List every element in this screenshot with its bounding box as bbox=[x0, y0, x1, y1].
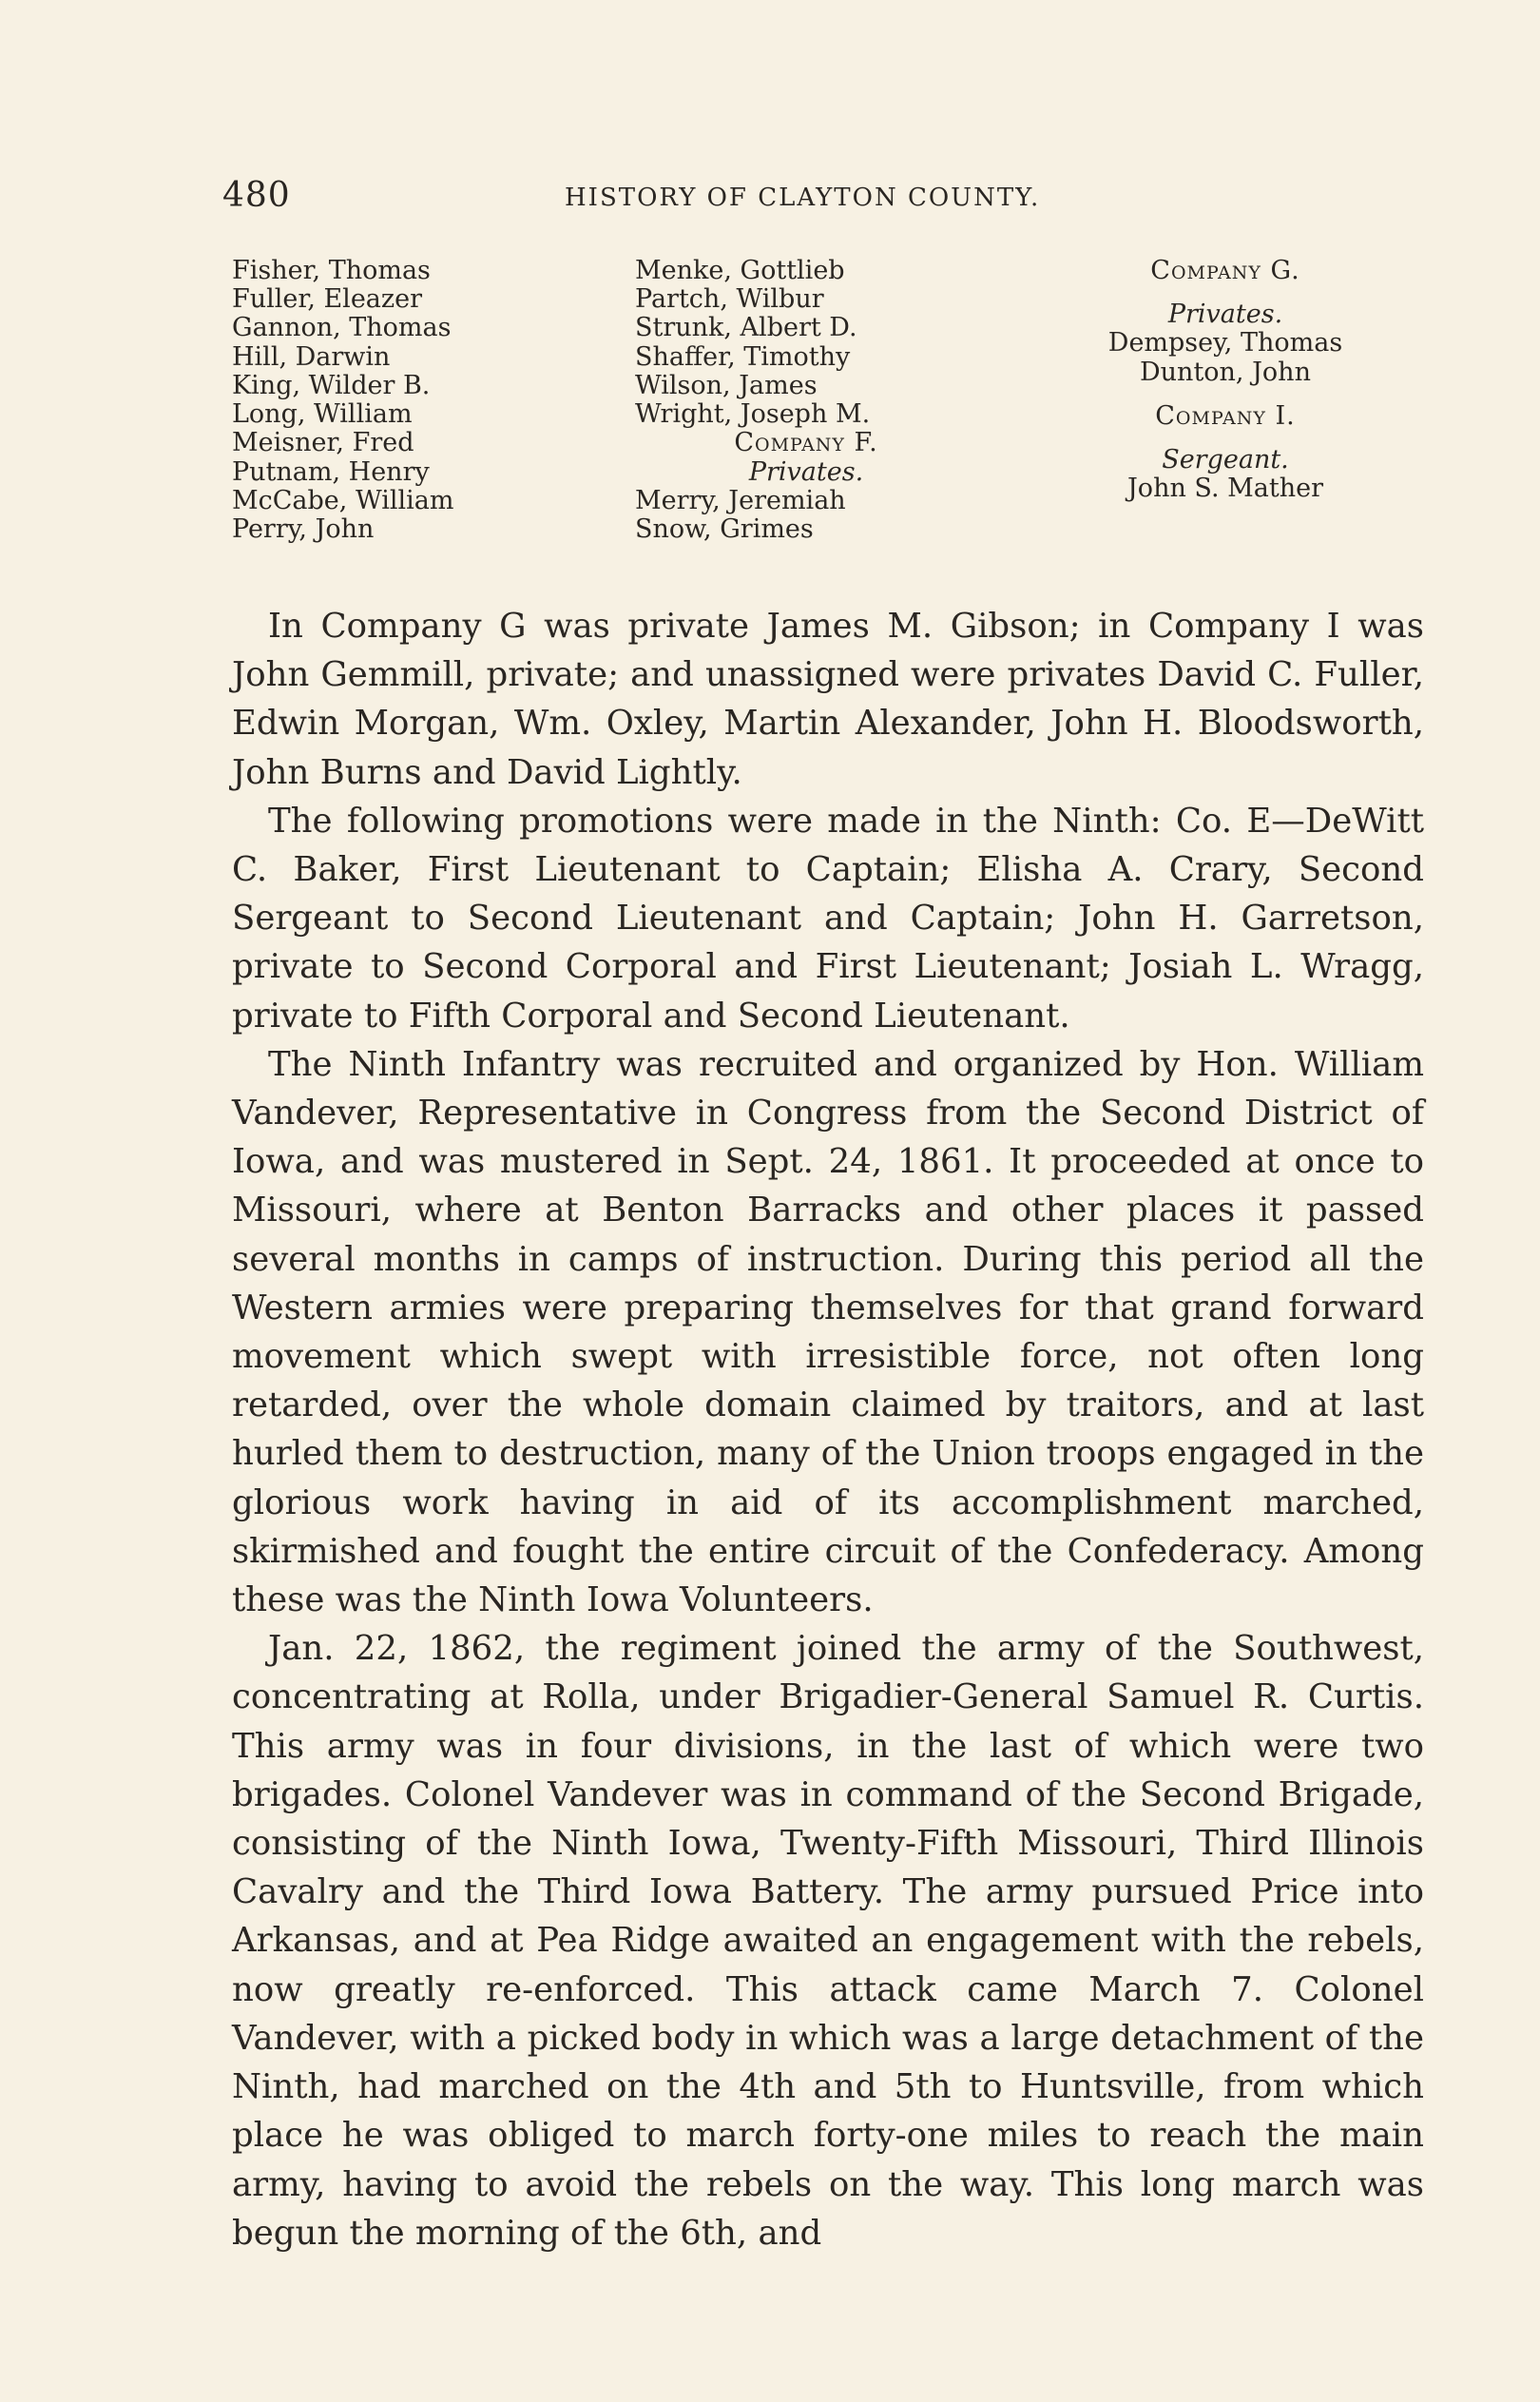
company-g-heading: Company G. bbox=[1150, 256, 1300, 285]
page-header bbox=[222, 176, 1422, 220]
company-i-subheading: Sergeant. bbox=[1162, 445, 1289, 475]
roster-name: King, Wilder B. bbox=[232, 370, 431, 400]
roster-name: Merry, Jeremiah bbox=[635, 485, 846, 515]
roster-name: Hill, Darwin bbox=[232, 341, 391, 372]
roster-name: Perry, John bbox=[232, 514, 375, 545]
paragraph: The following promotions were made in the Ninth: Co. E—DeWitt C. Baker, First Lieutenant to Captain; Elisha A. Crary, Second Sergeant to Second Lieutenant and Captain; John H. Garretson, private to Second Corporal and First Lieutenant; Josiah L. Wragg, private to Fifth Corporal and Second Lieutenant. bbox=[232, 801, 1424, 1036]
roster-name: Fisher, Thomas bbox=[232, 256, 431, 285]
company-i-heading: Company I. bbox=[1155, 400, 1296, 431]
roster-name: Wright, Joseph M. bbox=[635, 399, 871, 430]
running-title: HISTORY OF CLAYTON COUNTY. bbox=[565, 184, 1041, 212]
body-text bbox=[232, 602, 1424, 2257]
roster-name: Shaffer, Timothy bbox=[635, 341, 851, 372]
company-g-subheading: Privates. bbox=[1167, 300, 1283, 330]
roster-name: Dempsey, Thomas bbox=[1107, 328, 1343, 358]
roster-name: Gannon, Thomas bbox=[232, 313, 452, 343]
roster-name: Dunton, John bbox=[1140, 357, 1311, 387]
roster-name: Meisner, Fred bbox=[232, 428, 414, 458]
paragraph: In Company G was private James M. Gibson; in Company I was John Gemmill, private; and unassigned were privates David C. Fuller, Edwin Morgan, Wm. Oxley, Martin Alexander, John H. Bloodsworth, John Burns and David Lightly. bbox=[232, 607, 1424, 792]
roster-name: McCabe, William bbox=[232, 485, 454, 515]
roster-name: Snow, Grimes bbox=[635, 514, 814, 545]
roster-name: Putnam, Henry bbox=[232, 456, 430, 487]
roster-list bbox=[232, 257, 1420, 580]
roster-name: Long, William bbox=[232, 399, 413, 430]
roster-name: Partch, Wilbur bbox=[635, 284, 824, 315]
roster-name: Wilson, James bbox=[635, 370, 818, 400]
page-number: 480 bbox=[222, 176, 291, 215]
company-f-subheading: Privates. bbox=[748, 456, 864, 487]
company-f-heading: Company F. bbox=[734, 428, 878, 458]
roster-name: Strunk, Albert D. bbox=[635, 313, 857, 343]
paragraph: The Ninth Infantry was recruited and organized by Hon. William Vandever, Representative in Congress from the Second District of Iowa, and was mustered in Sept. 24, 1861. It proceeded at once to Missouri, where at Benton Barracks and other places it passed several months in camps of instruction. During this period all the Western armies were preparing themselves for that grand forward movement which swept with irresistible force, not often long retarded, over the whole domain claimed by traitors, and at last hurled them to destruction, many of the Union troops engaged in the glorious work having in aid of its accomplishment marched, skirmished and fought the entire circuit of the Confederacy. Among these was the Ninth Iowa Volunteers. bbox=[232, 1044, 1424, 1620]
roster-column-1 bbox=[232, 257, 574, 544]
paragraph: Jan. 22, 1862, the regiment joined the army of the Southwest, concentrating at Rolla, under Brigadier-General Samuel R. Curtis. This army was in four divisions, in the last of which were two brigades. Colonel Vandever was in command of the Second Brigade, consisting of the Ninth Iowa, Twenty-Fifth Missouri, Third Illinois Cavalry and the Third Iowa Battery. The army pursued Price into Arkansas, and at Pea Ridge awaited an engagement with the rebels, now greatly re-enforced. This attack came March 7. Colonel Vandever, with a picked body in which was a large detachment of the Ninth, had marched on the 4th and 5th to Huntsville, from which place he was obliged to march forty-one miles to reach the main army, having to avoid the rebels on the way. This long march was begun the morning of the 6th, and bbox=[232, 1629, 1424, 2253]
roster-name: John S. Mather bbox=[1126, 474, 1323, 504]
roster-name: Fuller, Eleazer bbox=[232, 284, 423, 315]
roster-column-3 bbox=[1030, 257, 1420, 504]
roster-name: Menke, Gottlieb bbox=[635, 256, 845, 285]
roster-column-2 bbox=[635, 257, 977, 544]
